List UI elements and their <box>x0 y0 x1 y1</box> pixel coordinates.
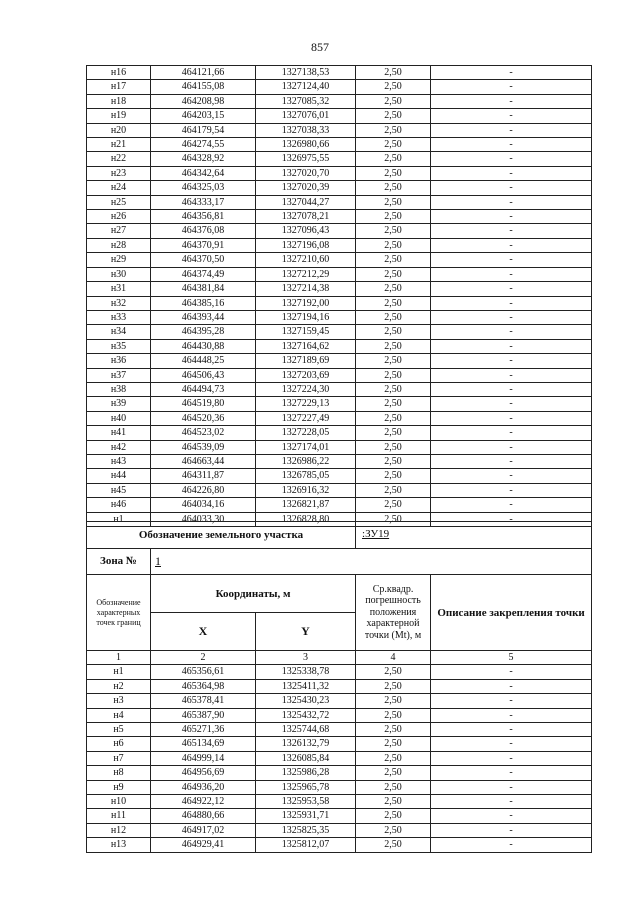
coord-x: 464448,25 <box>151 354 256 368</box>
fixing-description: - <box>431 469 592 483</box>
point-id: н25 <box>87 195 151 209</box>
table-row <box>87 210 592 224</box>
table-row <box>87 665 592 679</box>
accuracy-value: 2,50 <box>356 267 431 281</box>
accuracy-value: 2,50 <box>356 483 431 497</box>
point-id: н33 <box>87 310 151 324</box>
table-row <box>87 382 592 396</box>
coord-y: 1325411,32 <box>256 679 356 693</box>
table-row <box>87 809 592 823</box>
coord-x: 465364,98 <box>151 679 256 693</box>
coord-y: 1327020,39 <box>256 181 356 195</box>
coord-y: 1327228,05 <box>256 426 356 440</box>
coord-y: 1327159,45 <box>256 325 356 339</box>
coord-y: 1327138,53 <box>256 66 356 80</box>
page-number: 857 <box>311 40 329 54</box>
coord-x: 464929,41 <box>151 838 256 852</box>
coord-x: 464370,50 <box>151 253 256 267</box>
coord-x: 464430,88 <box>151 339 256 353</box>
table-row <box>87 397 592 411</box>
point-id: н18 <box>87 94 151 108</box>
coord-y: 1326828,80 <box>256 512 356 526</box>
point-id: н22 <box>87 152 151 166</box>
accuracy-value: 2,50 <box>356 66 431 80</box>
fixing-description: - <box>431 224 592 238</box>
point-id: н9 <box>87 780 151 794</box>
point-id: н26 <box>87 210 151 224</box>
fixing-description: - <box>431 138 592 152</box>
accuracy-value: 2,50 <box>356 166 431 180</box>
zone-label: Зона № <box>87 549 151 575</box>
accuracy-value: 2,50 <box>356 665 431 679</box>
point-id: н5 <box>87 723 151 737</box>
coord-y: 1325812,07 <box>256 838 356 852</box>
fixing-description: - <box>431 665 592 679</box>
fixing-description: - <box>431 368 592 382</box>
table-row <box>87 679 592 693</box>
accuracy-value: 2,50 <box>356 238 431 252</box>
accuracy-value: 2,50 <box>356 411 431 425</box>
accuracy-value: 2,50 <box>356 679 431 693</box>
zone-value: 1 <box>151 549 592 575</box>
coord-x: 464370,91 <box>151 238 256 252</box>
col-number: 5 <box>431 651 592 665</box>
fixing-description: - <box>431 282 592 296</box>
coord-x: 464936,20 <box>151 780 256 794</box>
point-id: н1 <box>87 665 151 679</box>
fixing-description: - <box>431 80 592 94</box>
fixing-description: - <box>431 195 592 209</box>
accuracy-value: 2,50 <box>356 440 431 454</box>
coord-x: 465387,90 <box>151 708 256 722</box>
accuracy-value: 2,50 <box>356 397 431 411</box>
coord-x: 464381,84 <box>151 282 256 296</box>
table-row <box>87 267 592 281</box>
point-id: н34 <box>87 325 151 339</box>
table-row <box>87 737 592 751</box>
table-row <box>87 80 592 94</box>
point-id: н6 <box>87 737 151 751</box>
coord-x: 464376,08 <box>151 224 256 238</box>
coord-x: 464956,69 <box>151 766 256 780</box>
fixing-description: - <box>431 751 592 765</box>
accuracy-value: 2,50 <box>356 123 431 137</box>
table-row <box>87 282 592 296</box>
point-id: н1 <box>87 512 151 526</box>
table-row <box>87 94 592 108</box>
header-y: Y <box>256 613 356 651</box>
accuracy-value: 2,50 <box>356 80 431 94</box>
fixing-description: - <box>431 708 592 722</box>
table-row <box>87 795 592 809</box>
coord-x: 464539,09 <box>151 440 256 454</box>
fixing-description: - <box>431 325 592 339</box>
fixing-description: - <box>431 780 592 794</box>
coord-x: 464356,81 <box>151 210 256 224</box>
coord-y: 1327214,38 <box>256 282 356 296</box>
fixing-description: - <box>431 339 592 353</box>
coord-y: 1327044,27 <box>256 195 356 209</box>
coord-x: 464393,44 <box>151 310 256 324</box>
point-id: н42 <box>87 440 151 454</box>
point-id: н29 <box>87 253 151 267</box>
point-id: н4 <box>87 708 151 722</box>
parcel-label: Обозначение земельного участка <box>87 522 356 549</box>
coord-x: 464395,28 <box>151 325 256 339</box>
coord-y: 1325825,35 <box>256 823 356 837</box>
coord-x: 464033,30 <box>151 512 256 526</box>
coord-x: 464034,16 <box>151 498 256 512</box>
accuracy-value: 2,50 <box>356 694 431 708</box>
fixing-description: - <box>431 123 592 137</box>
table-row <box>87 368 592 382</box>
fixing-description: - <box>431 498 592 512</box>
coord-x: 464311,87 <box>151 469 256 483</box>
fixing-description: - <box>431 809 592 823</box>
fixing-description: - <box>431 512 592 526</box>
coord-x: 464325,03 <box>151 181 256 195</box>
header-description: Описание закрепления точки <box>431 575 592 651</box>
coord-y: 1327224,30 <box>256 382 356 396</box>
table-row <box>87 723 592 737</box>
point-id: н8 <box>87 766 151 780</box>
coord-x: 464494,73 <box>151 382 256 396</box>
accuracy-value: 2,50 <box>356 737 431 751</box>
accuracy-value: 2,50 <box>356 454 431 468</box>
coord-x: 464121,66 <box>151 66 256 80</box>
accuracy-value: 2,50 <box>356 210 431 224</box>
table-row <box>87 109 592 123</box>
point-id: н37 <box>87 368 151 382</box>
coord-x: 464519,80 <box>151 397 256 411</box>
accuracy-value: 2,50 <box>356 152 431 166</box>
point-id: н38 <box>87 382 151 396</box>
fixing-description: - <box>431 166 592 180</box>
point-id: н41 <box>87 426 151 440</box>
fixing-description: - <box>431 694 592 708</box>
point-id: н23 <box>87 166 151 180</box>
table-row <box>87 426 592 440</box>
coord-x: 464333,17 <box>151 195 256 209</box>
point-id: н28 <box>87 238 151 252</box>
table-row <box>87 780 592 794</box>
coordinates-table-body <box>87 66 592 527</box>
coord-x: 465134,69 <box>151 737 256 751</box>
accuracy-value: 2,50 <box>356 296 431 310</box>
table-row <box>87 224 592 238</box>
table-row <box>87 766 592 780</box>
accuracy-value: 2,50 <box>356 708 431 722</box>
table-row <box>87 339 592 353</box>
coord-y: 1325338,78 <box>256 665 356 679</box>
coord-x: 464506,43 <box>151 368 256 382</box>
col-number: 3 <box>256 651 356 665</box>
table-row <box>87 238 592 252</box>
coord-y: 1326916,32 <box>256 483 356 497</box>
coord-x: 464203,15 <box>151 109 256 123</box>
coord-y: 1327078,21 <box>256 210 356 224</box>
fixing-description: - <box>431 267 592 281</box>
coord-y: 1326986,22 <box>256 454 356 468</box>
point-id: н27 <box>87 224 151 238</box>
point-id: н39 <box>87 397 151 411</box>
accuracy-value: 2,50 <box>356 469 431 483</box>
table-row <box>87 296 592 310</box>
table-row <box>87 751 592 765</box>
coord-y: 1327085,32 <box>256 94 356 108</box>
column-numbers-row <box>87 651 592 665</box>
fixing-description: - <box>431 679 592 693</box>
point-id: н46 <box>87 498 151 512</box>
accuracy-value: 2,50 <box>356 325 431 339</box>
coord-y: 1327194,16 <box>256 310 356 324</box>
accuracy-value: 2,50 <box>356 809 431 823</box>
col-number: 4 <box>356 651 431 665</box>
point-id: н3 <box>87 694 151 708</box>
table-row <box>87 694 592 708</box>
point-id: н19 <box>87 109 151 123</box>
fixing-description: - <box>431 766 592 780</box>
point-id: н7 <box>87 751 151 765</box>
point-id: н2 <box>87 679 151 693</box>
fixing-description: - <box>431 109 592 123</box>
fixing-description: - <box>431 426 592 440</box>
accuracy-value: 2,50 <box>356 354 431 368</box>
parcel-value: :ЗУ19 <box>356 522 592 549</box>
coord-y: 1327038,33 <box>256 123 356 137</box>
table-row <box>87 166 592 180</box>
table-row <box>87 483 592 497</box>
fixing-description: - <box>431 823 592 837</box>
point-id: н31 <box>87 282 151 296</box>
coord-x: 465356,61 <box>151 665 256 679</box>
fixing-description: - <box>431 94 592 108</box>
accuracy-value: 2,50 <box>356 181 431 195</box>
header-accuracy: Ср.квадр. погрешность положения характерной точки (Mt), м <box>356 575 431 651</box>
coord-x: 464274,55 <box>151 138 256 152</box>
coord-y: 1326975,55 <box>256 152 356 166</box>
table-row <box>87 469 592 483</box>
accuracy-value: 2,50 <box>356 382 431 396</box>
accuracy-value: 2,50 <box>356 498 431 512</box>
table-row <box>87 310 592 324</box>
coord-y: 1326980,66 <box>256 138 356 152</box>
coord-y: 1325744,68 <box>256 723 356 737</box>
accuracy-value: 2,50 <box>356 138 431 152</box>
accuracy-value: 2,50 <box>356 426 431 440</box>
table-row <box>87 454 592 468</box>
coord-y: 1327227,49 <box>256 411 356 425</box>
coord-x: 464155,08 <box>151 80 256 94</box>
table-row <box>87 440 592 454</box>
point-id: н43 <box>87 454 151 468</box>
coord-y: 1325432,72 <box>256 708 356 722</box>
point-id: н21 <box>87 138 151 152</box>
coord-y: 1327189,69 <box>256 354 356 368</box>
coord-y: 1326785,05 <box>256 469 356 483</box>
point-id: н17 <box>87 80 151 94</box>
parcel-coordinates-body <box>87 665 592 852</box>
coord-x: 464179,54 <box>151 123 256 137</box>
coord-y: 1325430,23 <box>256 694 356 708</box>
point-id: н12 <box>87 823 151 837</box>
point-id: н24 <box>87 181 151 195</box>
fixing-description: - <box>431 210 592 224</box>
accuracy-value: 2,50 <box>356 224 431 238</box>
coord-y: 1325986,28 <box>256 766 356 780</box>
fixing-description: - <box>431 737 592 751</box>
coord-y: 1327196,08 <box>256 238 356 252</box>
accuracy-value: 2,50 <box>356 368 431 382</box>
fixing-description: - <box>431 66 592 80</box>
accuracy-value: 2,50 <box>356 253 431 267</box>
fixing-description: - <box>431 238 592 252</box>
parcel-row <box>87 522 592 549</box>
coord-y: 1325965,78 <box>256 780 356 794</box>
accuracy-value: 2,50 <box>356 282 431 296</box>
coord-y: 1327020,70 <box>256 166 356 180</box>
accuracy-value: 2,50 <box>356 766 431 780</box>
fixing-description: - <box>431 253 592 267</box>
fixing-description: - <box>431 723 592 737</box>
coord-x: 464226,80 <box>151 483 256 497</box>
header-row-1 <box>87 575 592 613</box>
coord-y: 1327096,43 <box>256 224 356 238</box>
coord-x: 464922,12 <box>151 795 256 809</box>
table-row <box>87 411 592 425</box>
point-id: н44 <box>87 469 151 483</box>
fixing-description: - <box>431 354 592 368</box>
table-row <box>87 152 592 166</box>
fixing-description: - <box>431 296 592 310</box>
header-x: X <box>151 613 256 651</box>
coord-x: 464523,02 <box>151 426 256 440</box>
accuracy-value: 2,50 <box>356 310 431 324</box>
fixing-description: - <box>431 795 592 809</box>
coord-x: 464342,64 <box>151 166 256 180</box>
fixing-description: - <box>431 411 592 425</box>
point-id: н40 <box>87 411 151 425</box>
accuracy-value: 2,50 <box>356 195 431 209</box>
accuracy-value: 2,50 <box>356 838 431 852</box>
coordinates-table-continued <box>86 65 592 527</box>
coord-y: 1327212,29 <box>256 267 356 281</box>
coord-x: 464328,92 <box>151 152 256 166</box>
fixing-description: - <box>431 310 592 324</box>
coord-x: 464917,02 <box>151 823 256 837</box>
coord-y: 1327124,40 <box>256 80 356 94</box>
point-id: н13 <box>87 838 151 852</box>
coord-y: 1326132,79 <box>256 737 356 751</box>
table-row <box>87 838 592 852</box>
accuracy-value: 2,50 <box>356 823 431 837</box>
fixing-description: - <box>431 454 592 468</box>
point-id: н45 <box>87 483 151 497</box>
fixing-description: - <box>431 181 592 195</box>
table-row <box>87 123 592 137</box>
table-row <box>87 325 592 339</box>
point-id: н35 <box>87 339 151 353</box>
accuracy-value: 2,50 <box>356 339 431 353</box>
accuracy-value: 2,50 <box>356 109 431 123</box>
header-coordinates: Координаты, м <box>151 575 356 613</box>
table-row <box>87 823 592 837</box>
coord-x: 464663,44 <box>151 454 256 468</box>
coord-y: 1327174,01 <box>256 440 356 454</box>
coord-y: 1325931,71 <box>256 809 356 823</box>
point-id: н32 <box>87 296 151 310</box>
coord-x: 464520,36 <box>151 411 256 425</box>
table-row <box>87 181 592 195</box>
point-id: н11 <box>87 809 151 823</box>
point-id: н16 <box>87 66 151 80</box>
table-row <box>87 253 592 267</box>
coord-x: 464999,14 <box>151 751 256 765</box>
table-row <box>87 138 592 152</box>
accuracy-value: 2,50 <box>356 751 431 765</box>
table-row <box>87 498 592 512</box>
fixing-description: - <box>431 397 592 411</box>
parcel-coordinates-table <box>86 521 592 853</box>
coord-y: 1326821,87 <box>256 498 356 512</box>
coord-y: 1325953,58 <box>256 795 356 809</box>
fixing-description: - <box>431 440 592 454</box>
point-id: н10 <box>87 795 151 809</box>
coord-y: 1327164,62 <box>256 339 356 353</box>
coord-y: 1327210,60 <box>256 253 356 267</box>
accuracy-value: 2,50 <box>356 94 431 108</box>
point-id: н36 <box>87 354 151 368</box>
coord-x: 465378,41 <box>151 694 256 708</box>
coord-x: 464208,98 <box>151 94 256 108</box>
table-row <box>87 708 592 722</box>
coord-y: 1326085,84 <box>256 751 356 765</box>
col-number: 1 <box>87 651 151 665</box>
col-number: 2 <box>151 651 256 665</box>
table-row <box>87 354 592 368</box>
fixing-description: - <box>431 152 592 166</box>
coord-x: 464385,16 <box>151 296 256 310</box>
coord-x: 464374,49 <box>151 267 256 281</box>
coord-y: 1327192,00 <box>256 296 356 310</box>
coord-y: 1327203,69 <box>256 368 356 382</box>
table-row <box>87 195 592 209</box>
point-id: н30 <box>87 267 151 281</box>
accuracy-value: 2,50 <box>356 723 431 737</box>
header-points: Обозначение характерных точек границ <box>87 575 151 651</box>
accuracy-value: 2,50 <box>356 512 431 526</box>
coord-x: 464880,66 <box>151 809 256 823</box>
coord-y: 1327076,01 <box>256 109 356 123</box>
accuracy-value: 2,50 <box>356 780 431 794</box>
fixing-description: - <box>431 838 592 852</box>
coord-y: 1327229,13 <box>256 397 356 411</box>
coord-x: 465271,36 <box>151 723 256 737</box>
fixing-description: - <box>431 483 592 497</box>
fixing-description: - <box>431 382 592 396</box>
table-row <box>87 66 592 80</box>
zone-row <box>87 549 592 575</box>
point-id: н20 <box>87 123 151 137</box>
accuracy-value: 2,50 <box>356 795 431 809</box>
